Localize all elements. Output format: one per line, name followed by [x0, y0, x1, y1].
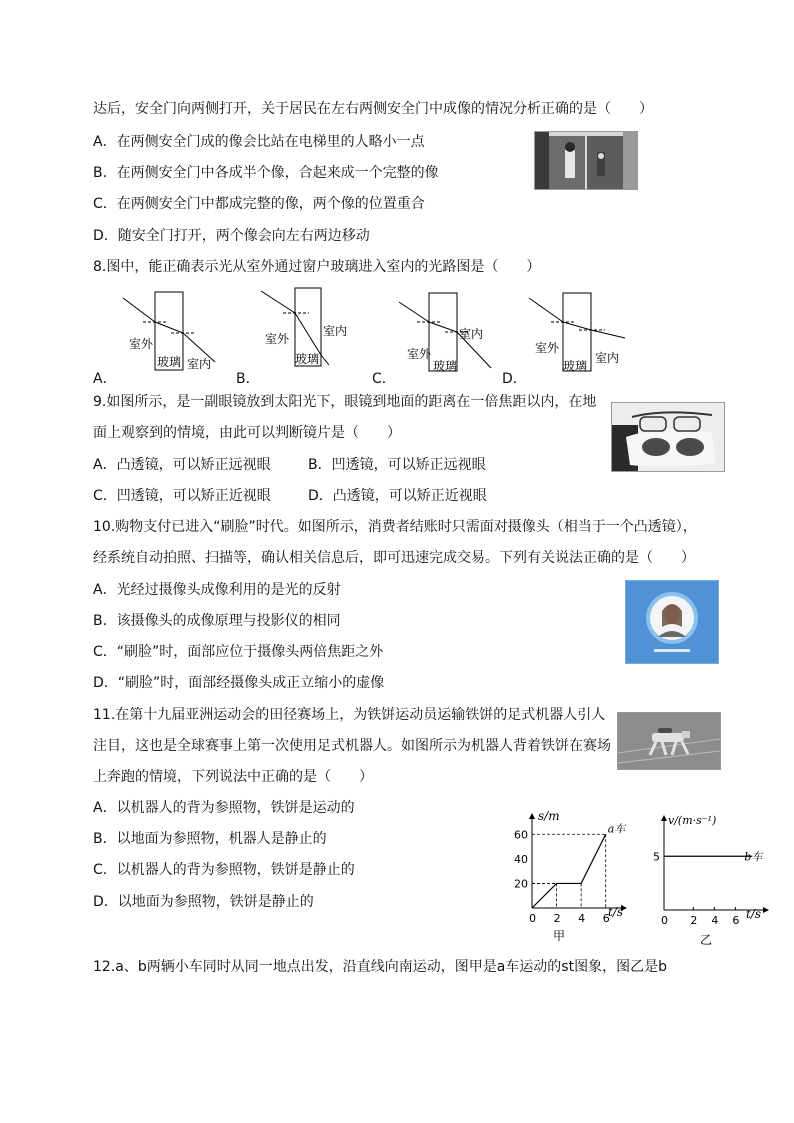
q7-option-a[interactable]: A．在两侧安全门成的像会比站在电梯里的人略小一点	[93, 134, 425, 150]
label-glass: 玻璃	[295, 352, 320, 366]
jia-series-a	[532, 834, 606, 908]
face-payment-photo	[625, 580, 719, 664]
label-inside: 室内	[459, 327, 484, 341]
q9-option-a[interactable]: A．凸透镜，可以矫正远视眼	[93, 457, 271, 473]
q11-stem-line1: 11.在第十九届亚洲运动会的田径赛场上，为铁饼运动员运输铁饼的足式机器人引人	[93, 707, 606, 723]
label-inside: 室内	[323, 324, 348, 338]
q10-option-a[interactable]: A．光经过摄像头成像利用的是光的反射	[93, 582, 341, 598]
q10-option-c[interactable]: C．“刷脸”时，面部应位于摄像头两倍焦距之外	[93, 644, 384, 660]
q8-choice-a[interactable]: A．	[93, 371, 117, 387]
label-outside: 室外	[535, 341, 560, 355]
q7-option-b[interactable]: B．在两侧安全门中各成半个像，合起来成一个完整的像	[93, 165, 439, 181]
yi-ylabel: v/(m·s⁻¹)	[668, 814, 717, 827]
label-inside: 室内	[187, 357, 212, 371]
robot-dog-photo	[617, 712, 721, 770]
q8-diagram-d	[525, 290, 635, 375]
q11-option-c[interactable]: C．以机器人的背为参照物，铁饼是静止的	[93, 862, 355, 878]
q10-stem-line2: 经系统自动拍照、扫描等，确认相关信息后，即可迅速完成交易。下列有关说法正确的是（ ）	[93, 550, 695, 566]
jia-ylabel: s/m	[538, 809, 560, 823]
q7-option-d[interactable]: D．随安全门打开，两个像会向左右两边移动	[93, 228, 370, 244]
q9-stem-line1: 9.如图所示，是一副眼镜放到太阳光下，眼镜到地面的距离在一倍焦距以内，在地	[93, 394, 597, 410]
label-outside: 室外	[129, 337, 154, 351]
q11-option-d[interactable]: D．以地面为参照物，铁饼是静止的	[93, 894, 314, 910]
yi-y-tick: 5	[653, 850, 660, 864]
yi-x-tick: 4	[711, 914, 719, 927]
chart-jia	[508, 804, 628, 946]
jia-y-tick: 20	[514, 877, 528, 891]
jia-title: 甲	[553, 929, 566, 943]
q9-option-d[interactable]: D．凸透镜，可以矫正近视眼	[308, 488, 487, 504]
jia-x-tick: 0	[529, 912, 536, 925]
jia-y-tick: 40	[514, 852, 528, 866]
q9-option-c[interactable]: C．凹透镜，可以矫正近视眼	[93, 488, 271, 504]
jia-x-tick: 2	[553, 912, 561, 925]
jia-x-tick: 6	[602, 912, 610, 925]
jia-series-label: a车	[607, 822, 626, 836]
jia-x-tick: 4	[578, 912, 586, 925]
jia-xlabel: t/s	[608, 905, 624, 919]
label-glass: 玻璃	[433, 359, 458, 373]
yi-x-tick: 6	[732, 914, 740, 927]
jia-y-tick: 60	[514, 828, 528, 842]
elevator-photo	[534, 131, 638, 190]
glasses-photo	[611, 402, 725, 472]
q11-stem-line3: 上奔跑的情境，下列说法中正确的是（ ）	[93, 769, 373, 785]
yi-x-tick: 0	[661, 914, 668, 927]
yi-xlabel: t/s	[746, 907, 762, 921]
q11-option-b[interactable]: B．以地面为参照物，机器人是静止的	[93, 831, 327, 847]
label-outside: 室外	[265, 332, 290, 346]
q10-stem-line1: 10.购物支付已进入“刷脸”时代。如图所示，消费者结账时只需面对摄像头（相当于一个凸透镜），	[93, 519, 697, 535]
q8-choice-b[interactable]: B．	[236, 371, 260, 387]
chart-yi	[652, 804, 777, 946]
q8-choice-d[interactable]: D．	[502, 371, 527, 387]
yi-series-label: b车	[744, 850, 763, 864]
q7-stem: 达后，安全门向两侧打开，关于居民在左右两侧安全门中成像的情况分析正确的是（ ）	[93, 101, 653, 117]
q7-option-c[interactable]: C．在两侧安全门中都成完整的像，两个像的位置重合	[93, 196, 425, 212]
yi-title: 乙	[700, 933, 713, 946]
label-glass: 玻璃	[563, 359, 588, 373]
yi-x-tick: 2	[690, 914, 698, 927]
label-inside: 室内	[595, 351, 620, 365]
q8-diagram-a	[115, 290, 225, 375]
q8-diagram-b	[255, 285, 365, 370]
q8-choice-c[interactable]: C．	[372, 371, 396, 387]
q9-stem-line2: 面上观察到的情境，由此可以判断镜片是（ ）	[93, 425, 401, 441]
q11-option-a[interactable]: A．以机器人的背为参照物，铁饼是运动的	[93, 800, 355, 816]
q12-stem: 12.a、b两辆小车同时从同一地点出发，沿直线向南运动，图甲是a车运动的st图象，图乙是b	[93, 959, 667, 975]
q8-diagram-c	[395, 290, 505, 375]
q8-stem: 8.图中，能正确表示光从室外通过窗户玻璃进入室内的光路图是（ ）	[93, 259, 541, 275]
label-outside: 室外	[407, 347, 432, 361]
q11-stem-line2: 注目，这也是全球赛事上第一次使用足式机器人。如图所示为机器人背着铁饼在赛场	[93, 738, 611, 754]
q9-option-b[interactable]: B．凹透镜，可以矫正远视眼	[308, 457, 486, 473]
label-glass: 玻璃	[157, 355, 182, 369]
q10-option-b[interactable]: B．该摄像头的成像原理与投影仪的相同	[93, 613, 341, 629]
q10-option-d[interactable]: D．“刷脸”时，面部经摄像头成正立缩小的虚像	[93, 675, 385, 691]
